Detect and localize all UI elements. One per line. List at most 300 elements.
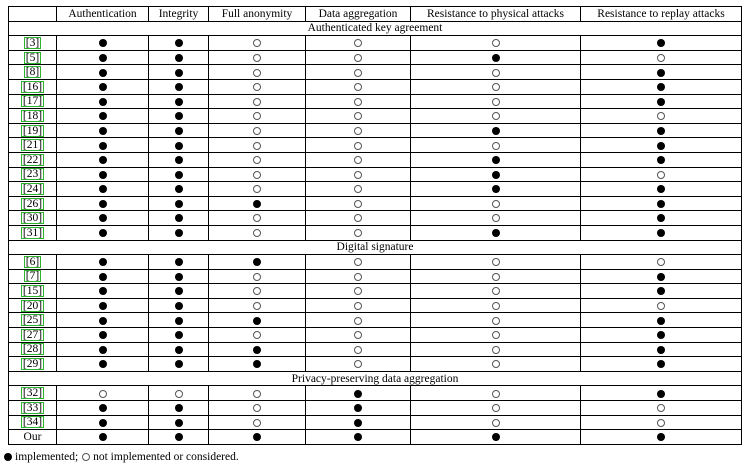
filled-circle-icon xyxy=(99,258,107,266)
citation-link[interactable]: [21] xyxy=(22,139,43,152)
hollow-circle-icon xyxy=(657,258,665,266)
table-row xyxy=(9,167,742,182)
citation-link[interactable]: [23] xyxy=(22,168,43,181)
feature-cell xyxy=(209,211,306,226)
feature-cell xyxy=(306,65,411,80)
table-body xyxy=(9,21,742,444)
feature-cell xyxy=(149,342,209,357)
citation-link[interactable]: [22] xyxy=(22,153,43,166)
ref-cell xyxy=(9,152,57,167)
table-row xyxy=(9,357,742,372)
header-authentication: Authentication xyxy=(57,7,149,22)
filled-circle-icon xyxy=(175,127,183,135)
filled-circle-icon xyxy=(99,156,107,164)
feature-cell xyxy=(149,255,209,270)
filled-circle-icon xyxy=(175,317,183,325)
hollow-circle-icon xyxy=(492,273,500,281)
filled-circle-icon xyxy=(175,302,183,310)
feature-cell xyxy=(149,225,209,240)
filled-circle-icon xyxy=(175,142,183,150)
legend xyxy=(4,451,239,463)
hollow-circle-icon xyxy=(492,98,500,106)
feature-cell xyxy=(411,225,581,240)
feature-cell xyxy=(149,211,209,226)
hollow-circle-icon xyxy=(99,390,107,398)
hollow-circle-icon xyxy=(492,390,500,398)
ref-cell xyxy=(9,225,57,240)
header-physical-attacks: Resistance to physical attacks xyxy=(411,7,581,22)
filled-circle-icon xyxy=(253,317,261,325)
feature-cell xyxy=(57,152,149,167)
citation-link[interactable]: [20] xyxy=(22,299,43,312)
hollow-circle-icon xyxy=(492,287,500,295)
citation-link[interactable]: [26] xyxy=(22,197,43,210)
citation-link[interactable]: [25] xyxy=(22,314,43,327)
citation-link[interactable]: [33] xyxy=(22,401,43,414)
hollow-circle-icon xyxy=(354,302,362,310)
hollow-circle-icon xyxy=(492,419,500,427)
hollow-circle-icon xyxy=(253,287,261,295)
filled-circle-icon xyxy=(99,112,107,120)
hollow-circle-icon xyxy=(354,200,362,208)
filled-circle-icon xyxy=(657,346,665,354)
citation-link[interactable]: [8] xyxy=(25,66,40,79)
hollow-circle-icon xyxy=(354,142,362,150)
header-row xyxy=(9,7,742,22)
feature-cell xyxy=(581,255,742,270)
ref-cell xyxy=(9,357,57,372)
filled-circle-icon xyxy=(492,229,500,237)
citation-link[interactable]: [29] xyxy=(22,358,43,371)
feature-cell xyxy=(411,357,581,372)
feature-cell xyxy=(149,94,209,109)
filled-circle-icon xyxy=(175,433,183,441)
filled-circle-icon xyxy=(99,317,107,325)
feature-cell xyxy=(581,401,742,416)
feature-cell xyxy=(306,211,411,226)
filled-circle-icon xyxy=(175,404,183,412)
citation-link[interactable]: [32] xyxy=(22,387,43,400)
filled-circle-icon xyxy=(99,273,107,281)
table-row xyxy=(9,313,742,328)
hollow-circle-icon xyxy=(657,404,665,412)
filled-circle-icon xyxy=(657,287,665,295)
feature-cell xyxy=(209,109,306,124)
ref-cell xyxy=(9,36,57,51)
table-row xyxy=(9,79,742,94)
ref-cell xyxy=(9,284,57,299)
hollow-circle-icon xyxy=(492,404,500,412)
ref-cell xyxy=(9,401,57,416)
hollow-circle-icon xyxy=(253,390,261,398)
feature-cell xyxy=(209,50,306,65)
feature-cell xyxy=(209,79,306,94)
feature-cell xyxy=(57,211,149,226)
citation-link[interactable]: [28] xyxy=(22,343,43,356)
citation-link[interactable]: [15] xyxy=(22,285,43,298)
table-row xyxy=(9,123,742,138)
hollow-circle-icon xyxy=(492,200,500,208)
hollow-circle-icon xyxy=(492,317,500,325)
feature-cell xyxy=(149,284,209,299)
hollow-circle-icon xyxy=(253,331,261,339)
feature-cell xyxy=(209,65,306,80)
feature-cell xyxy=(149,196,209,211)
filled-circle-icon xyxy=(657,185,665,193)
feature-cell xyxy=(411,167,581,182)
ref-cell xyxy=(9,313,57,328)
table-row xyxy=(9,415,742,430)
filled-circle-icon xyxy=(253,258,261,266)
filled-circle-icon xyxy=(492,156,500,164)
filled-circle-icon xyxy=(99,142,107,150)
filled-circle-icon xyxy=(657,142,665,150)
feature-cell xyxy=(581,196,742,211)
feature-cell xyxy=(306,50,411,65)
feature-cell xyxy=(581,269,742,284)
citation-link[interactable]: [5] xyxy=(25,51,40,64)
filled-circle-icon xyxy=(657,229,665,237)
hollow-circle-icon xyxy=(354,156,362,164)
citation-link[interactable]: [16] xyxy=(22,80,43,93)
filled-circle-icon xyxy=(657,214,665,222)
hollow-circle-icon xyxy=(492,39,500,47)
hollow-circle-icon xyxy=(354,317,362,325)
legend-implemented: implemented; xyxy=(15,451,79,463)
feature-cell xyxy=(581,386,742,401)
feature-cell xyxy=(209,328,306,343)
filled-circle-icon xyxy=(492,127,500,135)
filled-circle-icon xyxy=(175,69,183,77)
feature-cell xyxy=(209,313,306,328)
filled-circle-icon xyxy=(175,112,183,120)
citation-link[interactable]: [17] xyxy=(22,95,43,108)
section-row xyxy=(9,371,742,386)
feature-cell xyxy=(57,79,149,94)
feature-cell xyxy=(306,284,411,299)
feature-cell xyxy=(209,182,306,197)
feature-cell xyxy=(149,36,209,51)
table-row xyxy=(9,152,742,167)
filled-circle-icon xyxy=(99,127,107,135)
hollow-circle-icon xyxy=(354,83,362,91)
hollow-circle-icon xyxy=(175,390,183,398)
citation-link[interactable]: [24] xyxy=(22,182,43,195)
hollow-circle-icon xyxy=(354,127,362,135)
table-row xyxy=(9,225,742,240)
hollow-circle-icon xyxy=(253,171,261,179)
filled-circle-icon xyxy=(175,331,183,339)
hollow-circle-icon xyxy=(253,302,261,310)
ref-cell xyxy=(9,182,57,197)
feature-cell xyxy=(209,196,306,211)
citation-link[interactable]: [6] xyxy=(25,255,40,268)
hollow-circle-icon xyxy=(253,127,261,135)
feature-cell xyxy=(209,225,306,240)
table-row xyxy=(9,401,742,416)
citation-link[interactable]: [34] xyxy=(22,416,43,429)
feature-cell xyxy=(149,79,209,94)
filled-circle-icon xyxy=(657,390,665,398)
feature-cell xyxy=(581,225,742,240)
feature-cell xyxy=(57,342,149,357)
filled-circle-icon xyxy=(99,185,107,193)
feature-cell xyxy=(306,430,411,445)
filled-circle-icon xyxy=(99,302,107,310)
filled-circle-icon xyxy=(175,39,183,47)
filled-circle-icon xyxy=(175,185,183,193)
feature-cell xyxy=(306,328,411,343)
citation-link[interactable]: [31] xyxy=(22,226,43,239)
feature-cell xyxy=(149,430,209,445)
feature-cell xyxy=(581,36,742,51)
feature-cell xyxy=(411,401,581,416)
hollow-circle-icon xyxy=(253,273,261,281)
feature-cell xyxy=(209,298,306,313)
hollow-circle-icon xyxy=(253,185,261,193)
feature-cell xyxy=(57,138,149,153)
filled-circle-icon xyxy=(492,171,500,179)
feature-cell xyxy=(209,284,306,299)
feature-cell xyxy=(306,415,411,430)
table-row xyxy=(9,182,742,197)
filled-circle-icon xyxy=(657,156,665,164)
filled-circle-icon xyxy=(99,214,107,222)
hollow-circle-icon xyxy=(253,98,261,106)
ref-cell xyxy=(9,255,57,270)
filled-circle-icon xyxy=(99,69,107,77)
feature-cell xyxy=(581,65,742,80)
feature-cell xyxy=(306,225,411,240)
ref-cell xyxy=(9,94,57,109)
filled-circle-icon xyxy=(354,419,362,427)
hollow-circle-icon xyxy=(253,142,261,150)
feature-cell xyxy=(581,284,742,299)
feature-cell xyxy=(306,269,411,284)
feature-cell xyxy=(149,182,209,197)
feature-cell xyxy=(57,357,149,372)
section-title: Privacy-preserving data aggregation xyxy=(9,371,742,386)
feature-cell xyxy=(57,284,149,299)
hollow-circle-icon xyxy=(354,331,362,339)
filled-circle-icon xyxy=(354,433,362,441)
feature-cell xyxy=(149,357,209,372)
ref-cell xyxy=(9,269,57,284)
feature-cell xyxy=(57,313,149,328)
citation-link[interactable]: [30] xyxy=(22,212,43,225)
hollow-circle-icon xyxy=(657,54,665,62)
hollow-circle-icon xyxy=(354,54,362,62)
hollow-circle-icon xyxy=(354,185,362,193)
feature-cell xyxy=(149,298,209,313)
feature-cell xyxy=(57,50,149,65)
table-row xyxy=(9,36,742,51)
feature-cell xyxy=(209,255,306,270)
section-title: Digital signature xyxy=(9,240,742,255)
filled-circle-icon xyxy=(657,331,665,339)
filled-circle-icon xyxy=(99,360,107,368)
table-row xyxy=(9,430,742,445)
citation-link[interactable]: [27] xyxy=(22,328,43,341)
feature-cell xyxy=(581,211,742,226)
hollow-circle-icon xyxy=(354,112,362,120)
hollow-circle-icon xyxy=(492,331,500,339)
feature-cell xyxy=(581,138,742,153)
hollow-circle-icon xyxy=(253,404,261,412)
hollow-circle-icon xyxy=(657,171,665,179)
feature-cell xyxy=(411,123,581,138)
citation-link[interactable]: [7] xyxy=(25,270,40,283)
feature-cell xyxy=(411,415,581,430)
feature-cell xyxy=(581,167,742,182)
hollow-circle-icon xyxy=(354,98,362,106)
feature-cell xyxy=(306,138,411,153)
citation-link[interactable]: [19] xyxy=(22,124,43,137)
filled-circle-icon xyxy=(99,83,107,91)
filled-circle-icon xyxy=(175,214,183,222)
feature-cell xyxy=(411,255,581,270)
feature-cell xyxy=(57,225,149,240)
header-empty xyxy=(9,7,57,22)
filled-circle-icon xyxy=(492,433,500,441)
filled-circle-icon xyxy=(175,346,183,354)
filled-circle-icon xyxy=(657,127,665,135)
feature-cell xyxy=(149,123,209,138)
feature-cell xyxy=(149,167,209,182)
feature-cell xyxy=(306,386,411,401)
section-row xyxy=(9,21,742,36)
feature-cell xyxy=(581,79,742,94)
filled-circle-icon xyxy=(99,54,107,62)
filled-circle-icon xyxy=(175,229,183,237)
feature-cell xyxy=(581,182,742,197)
feature-cell xyxy=(581,123,742,138)
feature-cell xyxy=(149,386,209,401)
comparison-table xyxy=(8,6,742,445)
feature-cell xyxy=(411,298,581,313)
feature-cell xyxy=(581,342,742,357)
hollow-circle-icon xyxy=(253,229,261,237)
feature-cell xyxy=(306,313,411,328)
filled-circle-icon xyxy=(253,360,261,368)
hollow-circle-icon xyxy=(657,112,665,120)
hollow-circle-icon xyxy=(354,39,362,47)
feature-cell xyxy=(149,328,209,343)
hollow-circle-icon xyxy=(492,258,500,266)
filled-circle-icon xyxy=(4,453,12,461)
hollow-circle-icon xyxy=(253,54,261,62)
filled-circle-icon xyxy=(99,287,107,295)
filled-circle-icon xyxy=(657,39,665,47)
filled-circle-icon xyxy=(99,433,107,441)
filled-circle-icon xyxy=(175,258,183,266)
feature-cell xyxy=(581,152,742,167)
feature-cell xyxy=(57,298,149,313)
feature-cell xyxy=(57,386,149,401)
hollow-circle-icon xyxy=(253,156,261,164)
filled-circle-icon xyxy=(657,83,665,91)
hollow-circle-icon xyxy=(354,273,362,281)
feature-cell xyxy=(411,430,581,445)
feature-cell xyxy=(57,94,149,109)
hollow-circle-icon xyxy=(354,229,362,237)
feature-cell xyxy=(411,65,581,80)
feature-cell xyxy=(306,182,411,197)
citation-link[interactable]: [3] xyxy=(25,36,40,49)
ref-cell xyxy=(9,328,57,343)
hollow-circle-icon xyxy=(657,419,665,427)
ref-cell xyxy=(9,109,57,124)
header-data-aggregation: Data aggregation xyxy=(306,7,411,22)
table-row xyxy=(9,298,742,313)
row-label: Our xyxy=(23,431,42,444)
filled-circle-icon xyxy=(657,360,665,368)
table-row xyxy=(9,138,742,153)
filled-circle-icon xyxy=(99,331,107,339)
ref-cell xyxy=(9,65,57,80)
feature-cell xyxy=(149,415,209,430)
feature-cell xyxy=(411,313,581,328)
feature-cell xyxy=(209,152,306,167)
filled-circle-icon xyxy=(175,287,183,295)
feature-cell xyxy=(411,284,581,299)
header-replay-attacks: Resistance to replay attacks xyxy=(581,7,742,22)
feature-cell xyxy=(306,342,411,357)
feature-cell xyxy=(57,36,149,51)
feature-cell xyxy=(149,401,209,416)
header-integrity: Integrity xyxy=(149,7,209,22)
table-row xyxy=(9,342,742,357)
feature-cell xyxy=(581,357,742,372)
feature-cell xyxy=(57,269,149,284)
feature-cell xyxy=(209,401,306,416)
filled-circle-icon xyxy=(99,404,107,412)
hollow-circle-icon xyxy=(253,69,261,77)
section-row xyxy=(9,240,742,255)
feature-cell xyxy=(57,415,149,430)
ref-cell xyxy=(9,79,57,94)
table-row xyxy=(9,211,742,226)
feature-cell xyxy=(57,328,149,343)
filled-circle-icon xyxy=(354,390,362,398)
filled-circle-icon xyxy=(175,83,183,91)
hollow-circle-icon xyxy=(82,453,90,461)
feature-cell xyxy=(581,94,742,109)
table-row xyxy=(9,255,742,270)
feature-cell xyxy=(209,36,306,51)
feature-cell xyxy=(209,386,306,401)
ref-cell xyxy=(9,123,57,138)
citation-link[interactable]: [18] xyxy=(22,109,43,122)
feature-cell xyxy=(209,94,306,109)
filled-circle-icon xyxy=(175,98,183,106)
hollow-circle-icon xyxy=(253,112,261,120)
ref-cell xyxy=(9,386,57,401)
ref-cell xyxy=(9,196,57,211)
table-row xyxy=(9,386,742,401)
feature-cell xyxy=(306,36,411,51)
hollow-circle-icon xyxy=(492,83,500,91)
hollow-circle-icon xyxy=(492,142,500,150)
filled-circle-icon xyxy=(657,433,665,441)
hollow-circle-icon xyxy=(354,287,362,295)
filled-circle-icon xyxy=(354,404,362,412)
header-full-anonymity: Full anonymity xyxy=(209,7,306,22)
ref-cell xyxy=(9,298,57,313)
feature-cell xyxy=(306,109,411,124)
filled-circle-icon xyxy=(492,54,500,62)
feature-cell xyxy=(306,298,411,313)
